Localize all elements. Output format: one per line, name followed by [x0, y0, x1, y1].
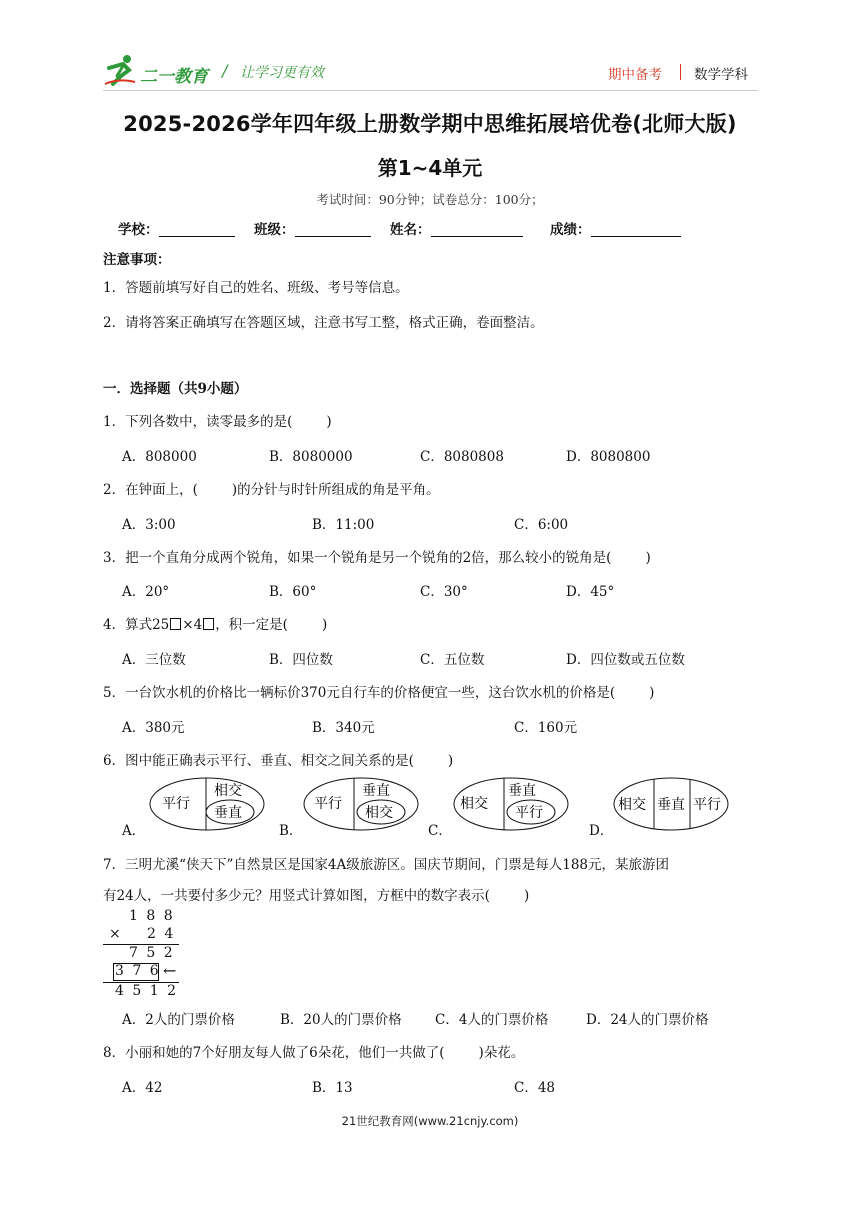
header-tag-exam: 期中备考 — [608, 67, 662, 83]
vertical-calculation — [103, 906, 203, 1002]
header-slogan: 让学习更有效 — [240, 65, 324, 81]
field-name — [390, 218, 523, 238]
option[interactable]: A．2人的门票价格 — [122, 1012, 235, 1028]
diagram-c[interactable] — [452, 776, 570, 832]
diagram-d-left: 相交 — [618, 797, 646, 813]
page-footer: 21世纪教育网(www.21cnjy.com) — [341, 1114, 519, 1128]
option[interactable]: B．13 — [312, 1080, 353, 1096]
option[interactable]: D．四位数或五位数 — [566, 652, 685, 668]
question-7-text: 有24人，一共要付多少元？用竖式计算如图，方框中的数字表示( — [103, 888, 490, 904]
question-2-text: 2．在钟面上，( — [103, 482, 198, 498]
option[interactable]: A．380元 — [122, 720, 185, 736]
diagram-d[interactable] — [612, 776, 730, 832]
logo-text: 二一教育 — [140, 67, 208, 87]
field-name-label: 姓名： — [390, 222, 431, 238]
option[interactable]: A．3:00 — [122, 517, 176, 533]
arrow-left-icon: ← — [163, 961, 177, 980]
question-4 — [103, 613, 327, 633]
calc-row-partial-1: 7 5 2 — [129, 945, 175, 961]
question-4-close: ) — [321, 617, 328, 633]
question-5-close: ) — [649, 685, 655, 701]
field-class-label: 班级： — [254, 222, 295, 238]
question-7-line1: 7．三明尤溪“侠天下”自然景区是国家4A级旅游区。国庆节期间，门票是每人188元，某旅游团 — [103, 857, 669, 873]
option[interactable]: B．8080000 — [269, 449, 353, 465]
header-tag-subject: 数学学科 — [694, 67, 748, 83]
diagram-d-mid: 垂直 — [657, 797, 685, 813]
option[interactable]: C．160元 — [514, 720, 578, 736]
digit-box — [203, 618, 214, 630]
section-heading: 一．选择题（共9小题） — [103, 381, 248, 397]
question-8 — [103, 1041, 524, 1061]
option[interactable]: C．6:00 — [514, 517, 569, 533]
diagram-b-inner: 相交 — [365, 805, 393, 821]
calc-row-multiplicand: 1 8 8 — [129, 908, 175, 924]
option[interactable]: B．20人的门票价格 — [280, 1012, 402, 1028]
diagram-b-top: 垂直 — [362, 783, 390, 799]
header-tag-divider — [680, 64, 681, 80]
diagram-c-left: 相交 — [460, 796, 488, 812]
option[interactable]: D．8080800 — [566, 449, 651, 465]
field-school-label: 学校： — [118, 222, 159, 238]
diagram-a[interactable] — [148, 776, 266, 832]
question-7-line2 — [103, 884, 529, 904]
exam-info: 考试时间：90分钟；试卷总分：100分； — [316, 192, 544, 207]
question-6-text: 6．图中能正确表示平行、垂直、相交之间关系的是( — [103, 753, 414, 769]
field-school-blank[interactable] — [159, 223, 235, 237]
option[interactable]: D．24人的门票价格 — [586, 1012, 709, 1028]
option[interactable]: A．42 — [122, 1080, 163, 1096]
option[interactable]: D．45° — [566, 584, 615, 600]
option[interactable]: B．60° — [269, 584, 317, 600]
notes-item: 1．答题前填写好自己的姓名、班级、考号等信息。 — [103, 280, 409, 296]
page-title: 2025-2026学年四年级上册数学期中思维拓展培优卷(北师大版) — [123, 112, 737, 136]
header-rule — [103, 90, 758, 91]
calc-row-multiplier: 2 4 — [147, 926, 176, 942]
question-4-mid: ×4 — [182, 617, 203, 633]
question-4-text: 4．算式25 — [103, 617, 170, 633]
field-class-blank[interactable] — [295, 223, 371, 237]
option[interactable]: C．48 — [514, 1080, 556, 1096]
calc-row-product: 4 5 1 2 — [115, 983, 178, 999]
option[interactable]: A．20° — [122, 584, 170, 600]
option[interactable]: A．808000 — [122, 449, 197, 465]
question-7-close: ) — [523, 888, 530, 904]
header-bar — [0, 52, 860, 92]
calc-times-sign: × — [109, 926, 121, 942]
diagram-c-inner: 平行 — [515, 805, 543, 821]
question-8-rest: )朵花。 — [478, 1045, 525, 1061]
notes-heading: 注意事项： — [103, 252, 171, 268]
question-1-text: 1．下列各数中，读零最多的是( — [103, 414, 293, 430]
option[interactable]: B．11:00 — [312, 517, 375, 533]
field-score-blank[interactable] — [591, 223, 681, 237]
field-score — [550, 218, 681, 238]
diagram-b[interactable] — [302, 776, 420, 832]
field-score-label: 成绩： — [550, 222, 591, 238]
question-5 — [103, 681, 654, 701]
diagram-c-top: 垂直 — [508, 783, 536, 799]
option[interactable]: B． — [279, 823, 303, 839]
logo-runner-icon — [103, 54, 137, 86]
question-6 — [103, 749, 453, 769]
notes-item: 2．请将答案正确填写在答题区域，注意书写工整，格式正确，卷面整洁。 — [103, 315, 544, 331]
question-3 — [103, 546, 651, 566]
field-name-blank[interactable] — [431, 223, 523, 237]
question-2 — [103, 478, 440, 498]
option[interactable]: A．三位数 — [122, 652, 186, 668]
option[interactable]: D． — [589, 823, 614, 839]
question-3-text: 3．把一个直角分成两个锐角，如果一个锐角是另一个锐角的2倍，那么较小的锐角是( — [103, 550, 612, 566]
digit-box — [170, 618, 181, 630]
diagram-b-left: 平行 — [314, 796, 342, 812]
diagram-d-right: 平行 — [693, 797, 721, 813]
field-class — [254, 218, 371, 238]
option[interactable]: B．340元 — [312, 720, 375, 736]
question-3-close: ) — [645, 550, 651, 566]
question-1 — [103, 410, 332, 430]
diagram-a-inner: 垂直 — [214, 805, 242, 821]
diagram-a-top: 相交 — [214, 783, 242, 799]
option[interactable]: C．4人的门票价格 — [435, 1012, 549, 1028]
option[interactable]: A． — [122, 823, 146, 839]
question-5-text: 5．一台饮水机的价格比一辆标价370元自行车的价格便宜一些，这台饮水机的价格是( — [103, 685, 616, 701]
option[interactable]: C． — [428, 823, 452, 839]
question-6-close: ) — [447, 753, 454, 769]
field-school — [118, 218, 235, 238]
page-subtitle: 第1~4单元 — [377, 156, 483, 180]
option[interactable]: C．30° — [420, 584, 468, 600]
header-divider-slash: / — [222, 61, 228, 80]
question-2-rest: )的分针与时针所组成的角是平角。 — [231, 482, 440, 498]
diagram-a-left: 平行 — [162, 796, 190, 812]
option[interactable]: B．四位数 — [269, 652, 333, 668]
option[interactable]: C．8080808 — [420, 449, 504, 465]
question-4-rest: ，积一定是( — [215, 617, 288, 633]
question-1-close: ) — [326, 414, 332, 430]
calc-row-partial-2: 3 7 6 — [115, 963, 161, 979]
question-8-text: 8．小丽和她的7个好朋友每人做了6朵花，他们一共做了( — [103, 1045, 445, 1061]
option[interactable]: C．五位数 — [420, 652, 485, 668]
